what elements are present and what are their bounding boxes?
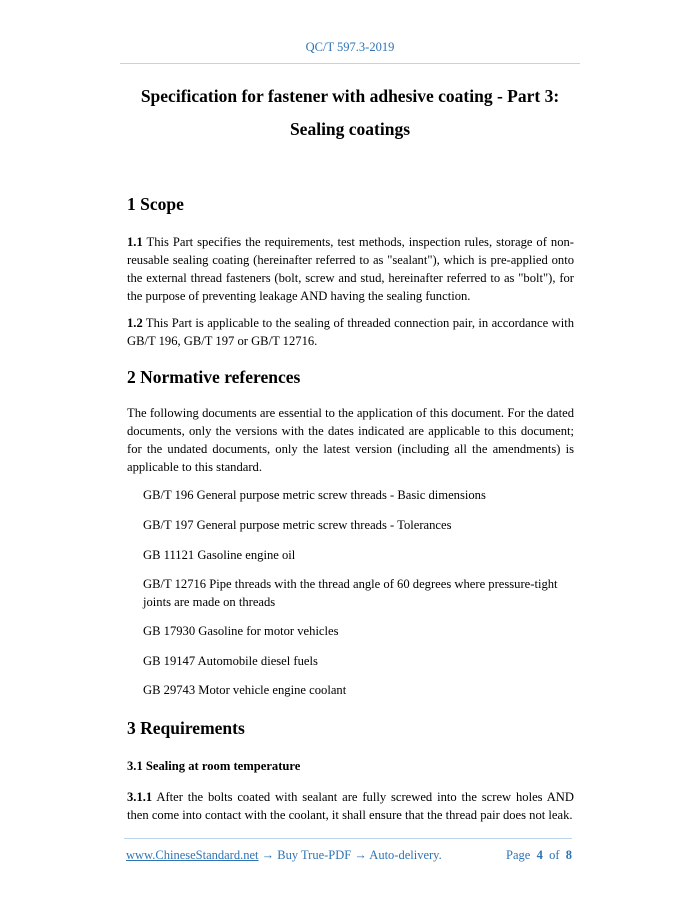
page-title-line1: Specification for fastener with adhesive coating - Part 3: — [140, 86, 560, 106]
clause-text: This Part specifies the requirements, test methods, inspection rules, storage of non-reusable sealing coating (hereinafter referred to as "sealant"), which is pre-applied onto the external thread fasteners (bolt, screw and stud, hereinafter referred to as "bolt"), for the purpose of preventing leakage AND having the sealing function. — [127, 235, 574, 303]
section-heading-normative-references: 2 Normative references — [127, 367, 301, 387]
paragraph-1-2 — [127, 314, 574, 350]
clause-number: 3.1.1 — [127, 790, 153, 804]
reference-item: GB 11121 Gasoline engine oil — [143, 548, 296, 562]
footer-site-link[interactable]: www.ChineseStandard.net — [126, 848, 259, 862]
section-heading-scope: 1 Scope — [127, 194, 184, 214]
paragraph-3-1-1 — [127, 788, 574, 824]
reference-item: GB 29743 Motor vehicle engine coolant — [143, 683, 347, 697]
reference-item: GB 17930 Gasoline for motor vehicles — [143, 624, 339, 638]
footer-promo — [126, 848, 442, 863]
of-label: of — [549, 848, 560, 862]
reference-item: GB/T 197 General purpose metric screw threads - Tolerances — [143, 518, 452, 532]
page-label: Page — [506, 848, 531, 862]
clause-number: 1.2 — [127, 316, 143, 330]
page-total: 8 — [565, 848, 572, 862]
footer-promo-text: → Buy True-PDF → Auto-delivery. — [258, 848, 442, 862]
paragraph-1-1 — [127, 233, 574, 305]
reference-item: GB/T 196 General purpose metric screw threads - Basic dimensions — [143, 488, 486, 502]
page-number: 4 — [536, 848, 543, 862]
reference-item: GB/T 12716 Pipe threads with the thread angle of 60 degrees where pressure-tight joints are made on threads — [143, 577, 558, 609]
page-title-line2: Sealing coatings — [289, 119, 411, 139]
clause-number: 1.1 — [127, 235, 143, 249]
reference-item: GB 19147 Automobile diesel fuels — [143, 654, 318, 668]
clause-text: After the bolts coated with sealant are fully screwed into the screw holes AND then come into contact with the coolant, it shall ensure that the thread pair does not leak. — [127, 790, 574, 822]
page-indicator — [506, 848, 572, 863]
references-intro: The following documents are essential to the application of this document. For the dated documents, only the versions with the dates indicated are applicable to this document; for the undated documents, only the latest version (including all the amendments) is applicable to this standard. — [127, 406, 574, 474]
section-heading-requirements: 3 Requirements — [127, 718, 245, 738]
footer-rule — [124, 838, 572, 839]
clause-text: This Part is applicable to the sealing of threaded connection pair, in accordance with GB/T 196, GB/T 197 or GB/T 12716. — [127, 316, 574, 348]
header-rule — [120, 63, 580, 64]
header-doc-code: QC/T 597.3-2019 — [305, 40, 395, 54]
subsection-heading: 3.1 Sealing at room temperature — [127, 759, 301, 773]
